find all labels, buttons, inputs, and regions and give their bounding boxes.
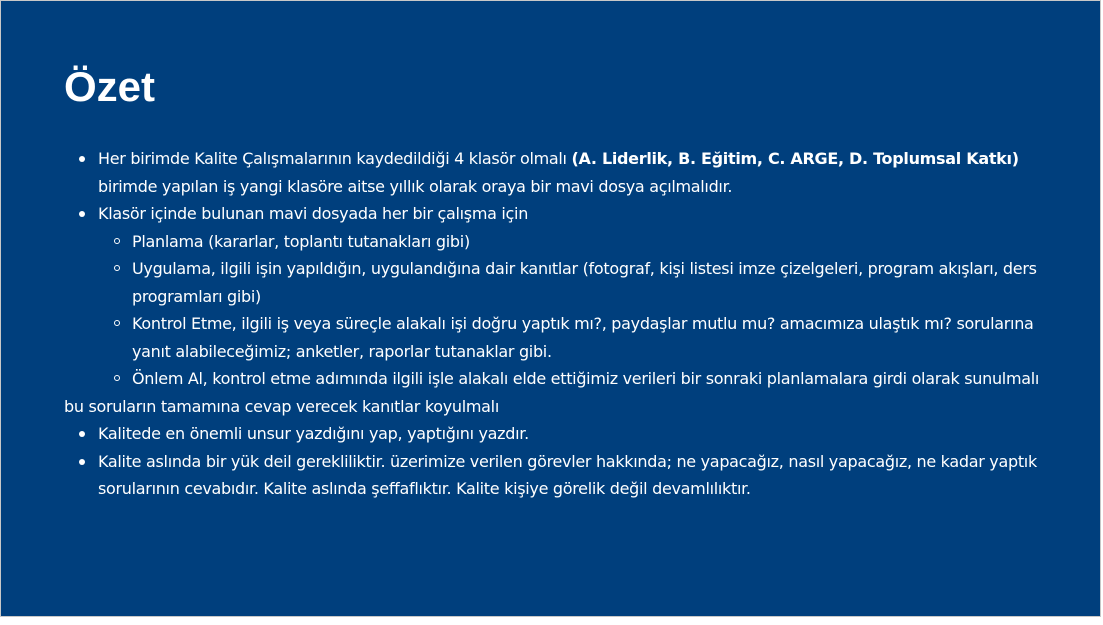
plain-text-line: bu soruların tamamına cevap verecek kanıtlar koyulmalı <box>64 396 499 416</box>
bullet-text-continued: birimde yapılan iş yangi klasöre aitse yıllık olarak oraya bir mavi dosya açılmalıdır. <box>98 176 733 196</box>
sub-bullet-control: Kontrol Etme, ilgili iş veya süreçle alakalı işi doğru yaptık mı?, paydaşlar mutlu mu? amacımıza ulaştık mı? sorularına yanıt alabileceğimiz; anketler, raporlar tutanaklar gibi. <box>98 310 1054 365</box>
sub-bullet-implementation: Uygulama, ilgili işin yapıldığın, uygulandığına dair kanıtlar (fotograf, kişi listesi imze çizelgeleri, program akışları, ders programları gibi) <box>98 255 1054 310</box>
sub-bullet-action: Önlem Al, kontrol etme adımında ilgili işle alakalı elde ettiğimiz verileri bir sonraki planlamalara girdi olarak sunulmalı <box>98 365 1054 393</box>
bullet-item-blue-folder <box>64 200 1054 393</box>
bullet-bold-categories: (A. Liderlik, B. Eğitim, C. ARGE, D. Toplumsal Katkı) <box>571 149 1019 168</box>
sub-bullet-list <box>98 228 1054 393</box>
bullet-list <box>64 145 1054 393</box>
bullet-item-quality-principle: Kalitede en önemli unsur yazdığını yap, yaptığını yazdır. <box>64 420 1054 448</box>
slide-content <box>64 145 1054 503</box>
bullet-list-2 <box>64 420 1054 503</box>
sub-bullet-planning: Planlama (kararlar, toplantı tutanakları gibi) <box>98 228 1054 256</box>
bullet-item-quality-definition: Kalite aslında bir yük deil gerekliliktir. üzerimize verilen görevler hakkında; ne yapacağız, nasıl yapacağız, ne kadar yaptık sorularının cevabıdır. Kalite aslında şeffaflıktır. Kalite kişiye görelik değil devamlılıktır. <box>64 448 1054 503</box>
bullet-text: Her birimde Kalite Çalışmalarının kaydedildiği 4 klasör olmalı <box>98 149 572 168</box>
bullet-text: Klasör içinde bulunan mavi dosyada her bir çalışma için <box>98 204 529 223</box>
bullet-item-folders <box>64 145 1054 200</box>
slide-title: Özet <box>64 63 156 110</box>
